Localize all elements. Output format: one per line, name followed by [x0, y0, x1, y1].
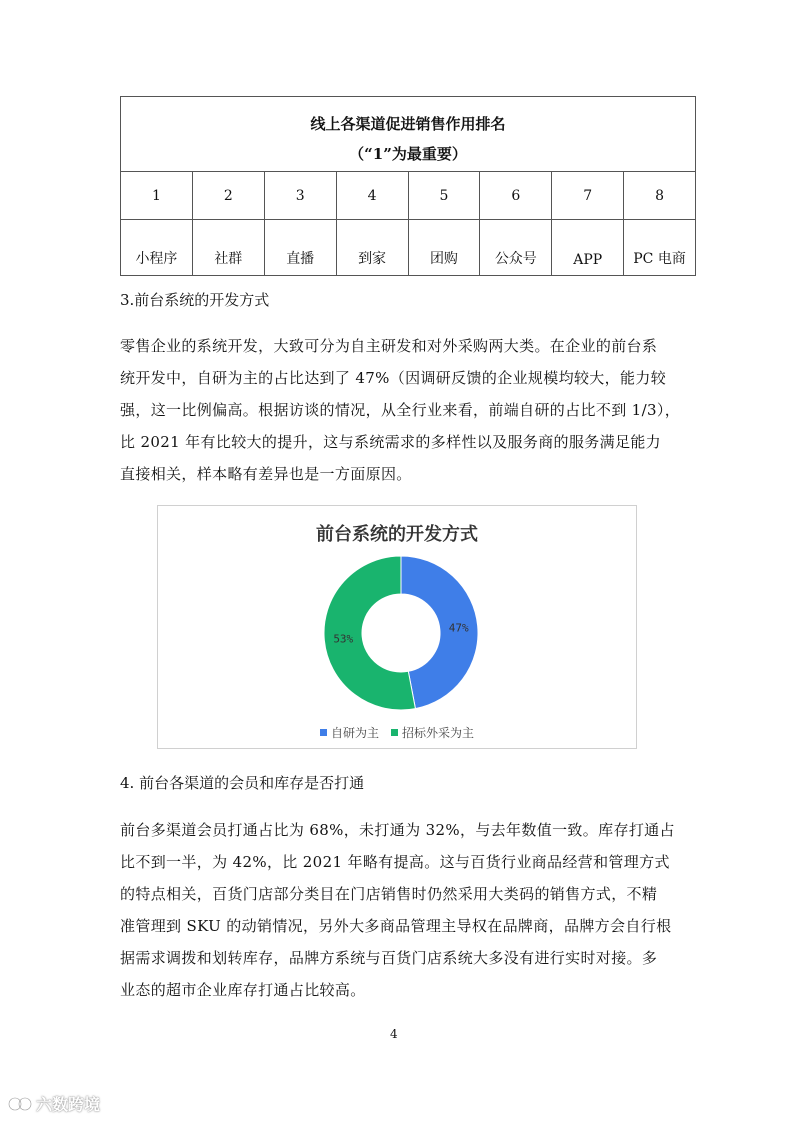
legend-label: 自研为主	[330, 726, 379, 740]
watermark-logo-icon	[8, 1094, 32, 1114]
chart-legend	[158, 724, 636, 741]
paragraph-line: 比 2021 年有比较大的提升，这与系统需求的多样性以及服务商的服务满足能力	[120, 433, 662, 451]
legend-swatch	[320, 729, 327, 736]
rank-cell: 8	[624, 172, 696, 220]
legend-swatch	[391, 729, 398, 736]
paragraph-line: 准管理到 SKU 的动销情况，另外大多商品管理主导权在品牌商，品牌方会自行根	[120, 917, 672, 935]
donut-data-label-1: 53%	[333, 632, 354, 646]
table-title: 线上各渠道促进销售作用排名	[310, 115, 506, 133]
rank-cell: 2	[192, 172, 264, 220]
watermark-text: 六数跨境	[36, 1095, 101, 1114]
channel-cell: PC 电商	[624, 220, 696, 276]
paragraph-line: 零售企业的系统开发，大致可分为自主研发和对外采购两大类。在企业的前台系	[120, 337, 658, 355]
rank-cell: 4	[336, 172, 408, 220]
legend-label: 招标外采为主	[402, 726, 475, 740]
paragraph-line: 业态的超市企业库存打通占比较高。	[120, 981, 366, 999]
paragraph-line: 强，这一比例偏高。根据访谈的情况，从全行业来看，前端自研的占比不到 1/3），	[120, 401, 681, 419]
section3-paragraph	[120, 330, 696, 490]
table-subtitle: （“1”为最重要）	[349, 145, 467, 163]
rank-cell: 1	[121, 172, 193, 220]
channel-ranking-table	[120, 96, 696, 276]
paragraph-line: 直接相关，样本略有差异也是一方面原因。	[120, 465, 412, 483]
rank-cell: 7	[552, 172, 624, 220]
channel-cell: 公众号	[480, 220, 552, 276]
channel-cell: 社群	[192, 220, 264, 276]
watermark	[8, 1092, 100, 1115]
channel-cell: 直播	[264, 220, 336, 276]
channel-cell: APP	[552, 220, 624, 276]
donut-chart-svg	[158, 506, 636, 748]
section4-heading: 4. 前台各渠道的会员和库存是否打通	[120, 774, 365, 792]
paragraph-line: 据需求调拨和划转库存，品牌方系统与百货门店系统大多没有进行实时对接。多	[120, 949, 658, 967]
section3-heading: 3.前台系统的开发方式	[120, 291, 270, 309]
section4-paragraph	[120, 814, 696, 1006]
rank-cell: 6	[480, 172, 552, 220]
paragraph-line: 统开发中，自研为主的占比达到了 47%（因调研反馈的企业规模均较大，能力较	[120, 369, 667, 387]
legend-item-1	[391, 724, 474, 741]
page-number: 4	[390, 1027, 398, 1041]
dev-method-chart	[157, 505, 637, 749]
table-title-cell	[121, 97, 696, 172]
legend-item-0	[320, 724, 379, 741]
rank-row	[121, 172, 696, 220]
channel-cell: 到家	[336, 220, 408, 276]
paragraph-line: 比不到一半，为 42%，比 2021 年略有提高。这与百货行业商品经营和管理方式	[120, 853, 670, 871]
channel-row	[121, 220, 696, 276]
donut-data-label-0: 47%	[448, 621, 469, 635]
chart-title: 前台系统的开发方式	[316, 524, 478, 545]
channel-cell: 小程序	[121, 220, 193, 276]
rank-cell: 5	[408, 172, 480, 220]
paragraph-line: 的特点相关，百货门店部分类目在门店销售时仍然采用大类码的销售方式，不精	[120, 885, 658, 903]
channel-cell: 团购	[408, 220, 480, 276]
paragraph-line: 前台多渠道会员打通占比为 68%，未打通为 32%，与去年数值一致。库存打通占	[120, 821, 675, 839]
rank-cell: 3	[264, 172, 336, 220]
